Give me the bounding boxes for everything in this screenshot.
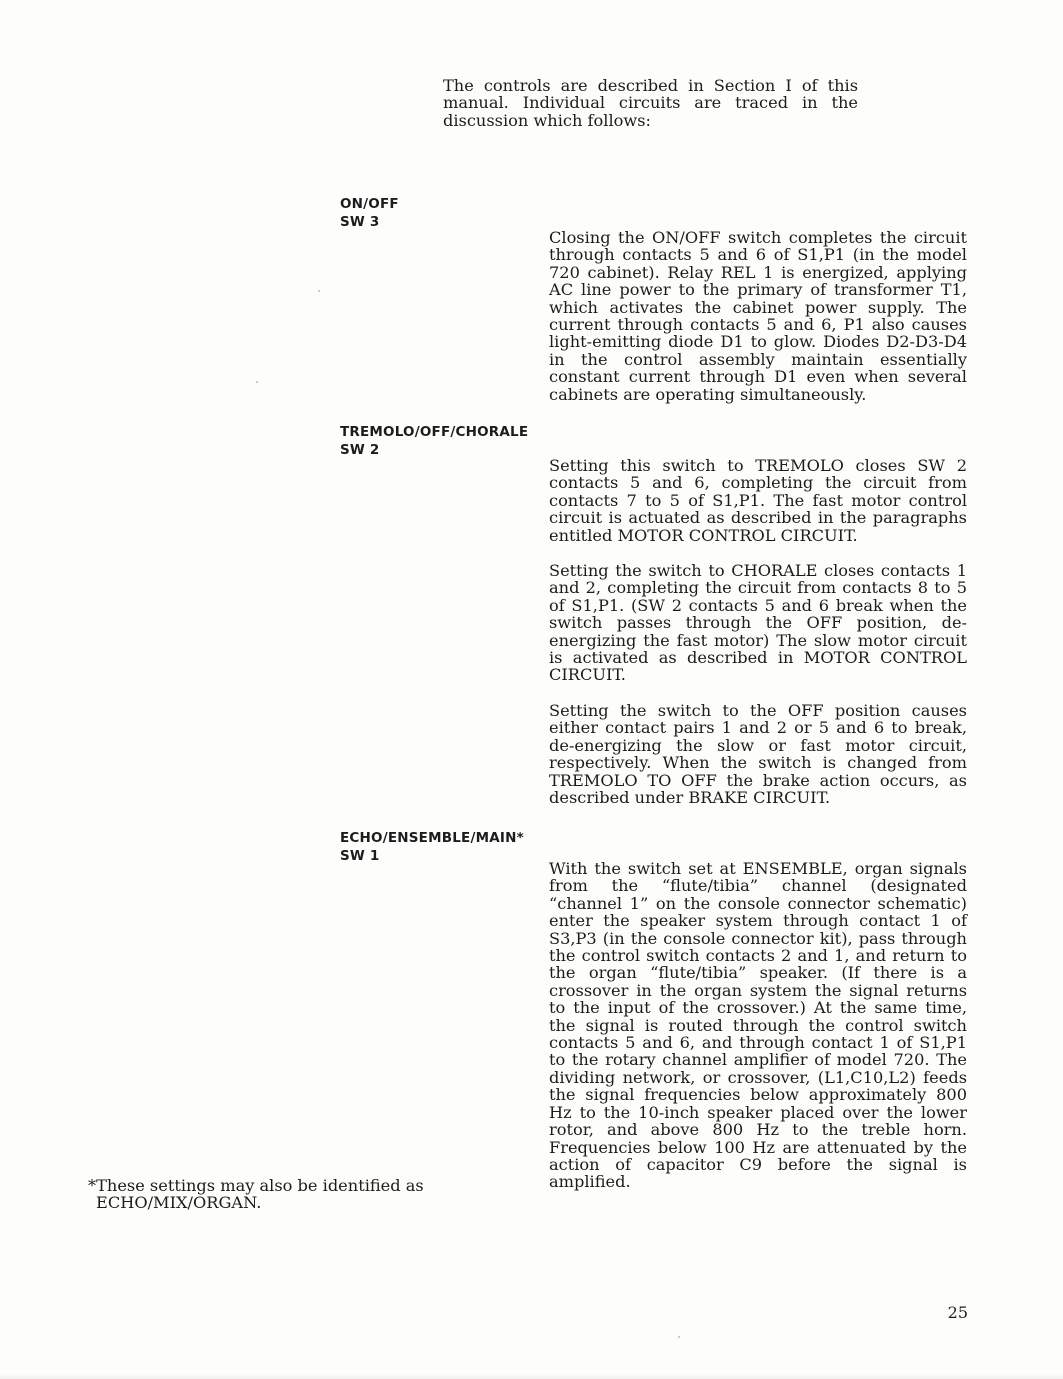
section-body-on-off xyxy=(549,229,967,403)
section-body-echo xyxy=(549,860,967,1191)
body-paragraph: Setting the switch to CHORALE closes contacts 1 and 2, completing the circuit from contacts 8 to 5 of S1,P1. (SW 2 contacts 5 and 6 break when the switch passes through the OFF position, de-energizing the fast motor) The slow motor circuit is activated as described in MOTOR CONTROL CIRCUIT. xyxy=(549,561,967,685)
body-paragraph: Setting the switch to the OFF position causes either contact pairs 1 and 2 or 5 and 6 to break, de-energizing the slow or fast motor circuit, respectively. When the switch is changed from TREMOLO TO OFF the brake action occurs, as described under BRAKE CIRCUIT. xyxy=(549,701,967,808)
section-switch-label: SW 2 xyxy=(340,442,380,458)
body-paragraph: Setting this switch to TREMOLO closes SW 2 contacts 5 and 6, completing the circuit from contacts 7 to 5 of S1,P1. The fast motor control circuit is actuated as described in the paragraphs entitled MOTOR CONTROL CIRCUIT. xyxy=(549,456,967,545)
body-paragraph: Closing the ON/OFF switch completes the circuit through contacts 5 and 6 of S1,P1 (in the model 720 cabinet). Relay REL 1 is energized, applying AC line power to the primary of transformer T1, which activates the cabinet power supply. The current through contacts 5 and 6, P1 also causes light-emitting diode D1 to glow. Diodes D2-D3-D4 in the control assembly maintain essentially constant current through D1 even when several cabinets are operating simultaneously. xyxy=(549,228,967,404)
section-body-tremolo-p1 xyxy=(549,457,967,544)
footnote-line-1: *These settings may also be identified as xyxy=(88,1176,424,1195)
section-body-tremolo-p2 xyxy=(549,562,967,684)
section-title: TREMOLO/OFF/CHORALE xyxy=(340,424,529,440)
scan-speck xyxy=(318,290,320,292)
section-heading-tremolo xyxy=(340,423,528,459)
section-title: ECHO/ENSEMBLE/MAIN* xyxy=(340,830,524,846)
section-switch-label: SW 3 xyxy=(340,214,380,230)
scan-speck xyxy=(256,381,258,383)
intro-paragraph: The controls are described in Section I of this manual. Individual circuits are traced in the discussion which follows: xyxy=(443,76,858,130)
footnote xyxy=(88,1177,448,1212)
section-switch-label: SW 1 xyxy=(340,848,380,864)
body-paragraph: With the switch set at ENSEMBLE, organ signals from the “flute/tibia” channel (designated “channel 1” on the console connector schematic) enter the speaker system through contact 1 of S3,P3 (in the console connector kit), pass through the control switch contacts 2 and 1, and return to the organ “flute/tibia” speaker. (If there is a crossover in the organ system the signal returns to the input of the crossover.) At the same time, the signal is routed through the control switch contacts 5 and 6, and through contact 1 of S1,P1 to the rotary channel amplifier of model 720. The dividing network, or crossover, (L1,C10,L2) feeds the signal frequencies below approximately 800 Hz to the 10-inch speaker placed over the lower rotor, and above 800 Hz to the treble horn. Frequencies below 100 Hz are attenuated by the action of capacitor C9 before the signal is amplified. xyxy=(549,859,967,1192)
section-body-tremolo-p3 xyxy=(549,702,967,806)
footnote-line-2: ECHO/MIX/ORGAN. xyxy=(96,1193,262,1213)
section-heading-on-off xyxy=(340,195,399,231)
scan-edge xyxy=(0,1373,1063,1379)
section-heading-echo xyxy=(340,829,524,865)
section-title: ON/OFF xyxy=(340,196,399,212)
page-number: 25 xyxy=(947,1303,968,1322)
scan-speck xyxy=(678,1336,680,1338)
